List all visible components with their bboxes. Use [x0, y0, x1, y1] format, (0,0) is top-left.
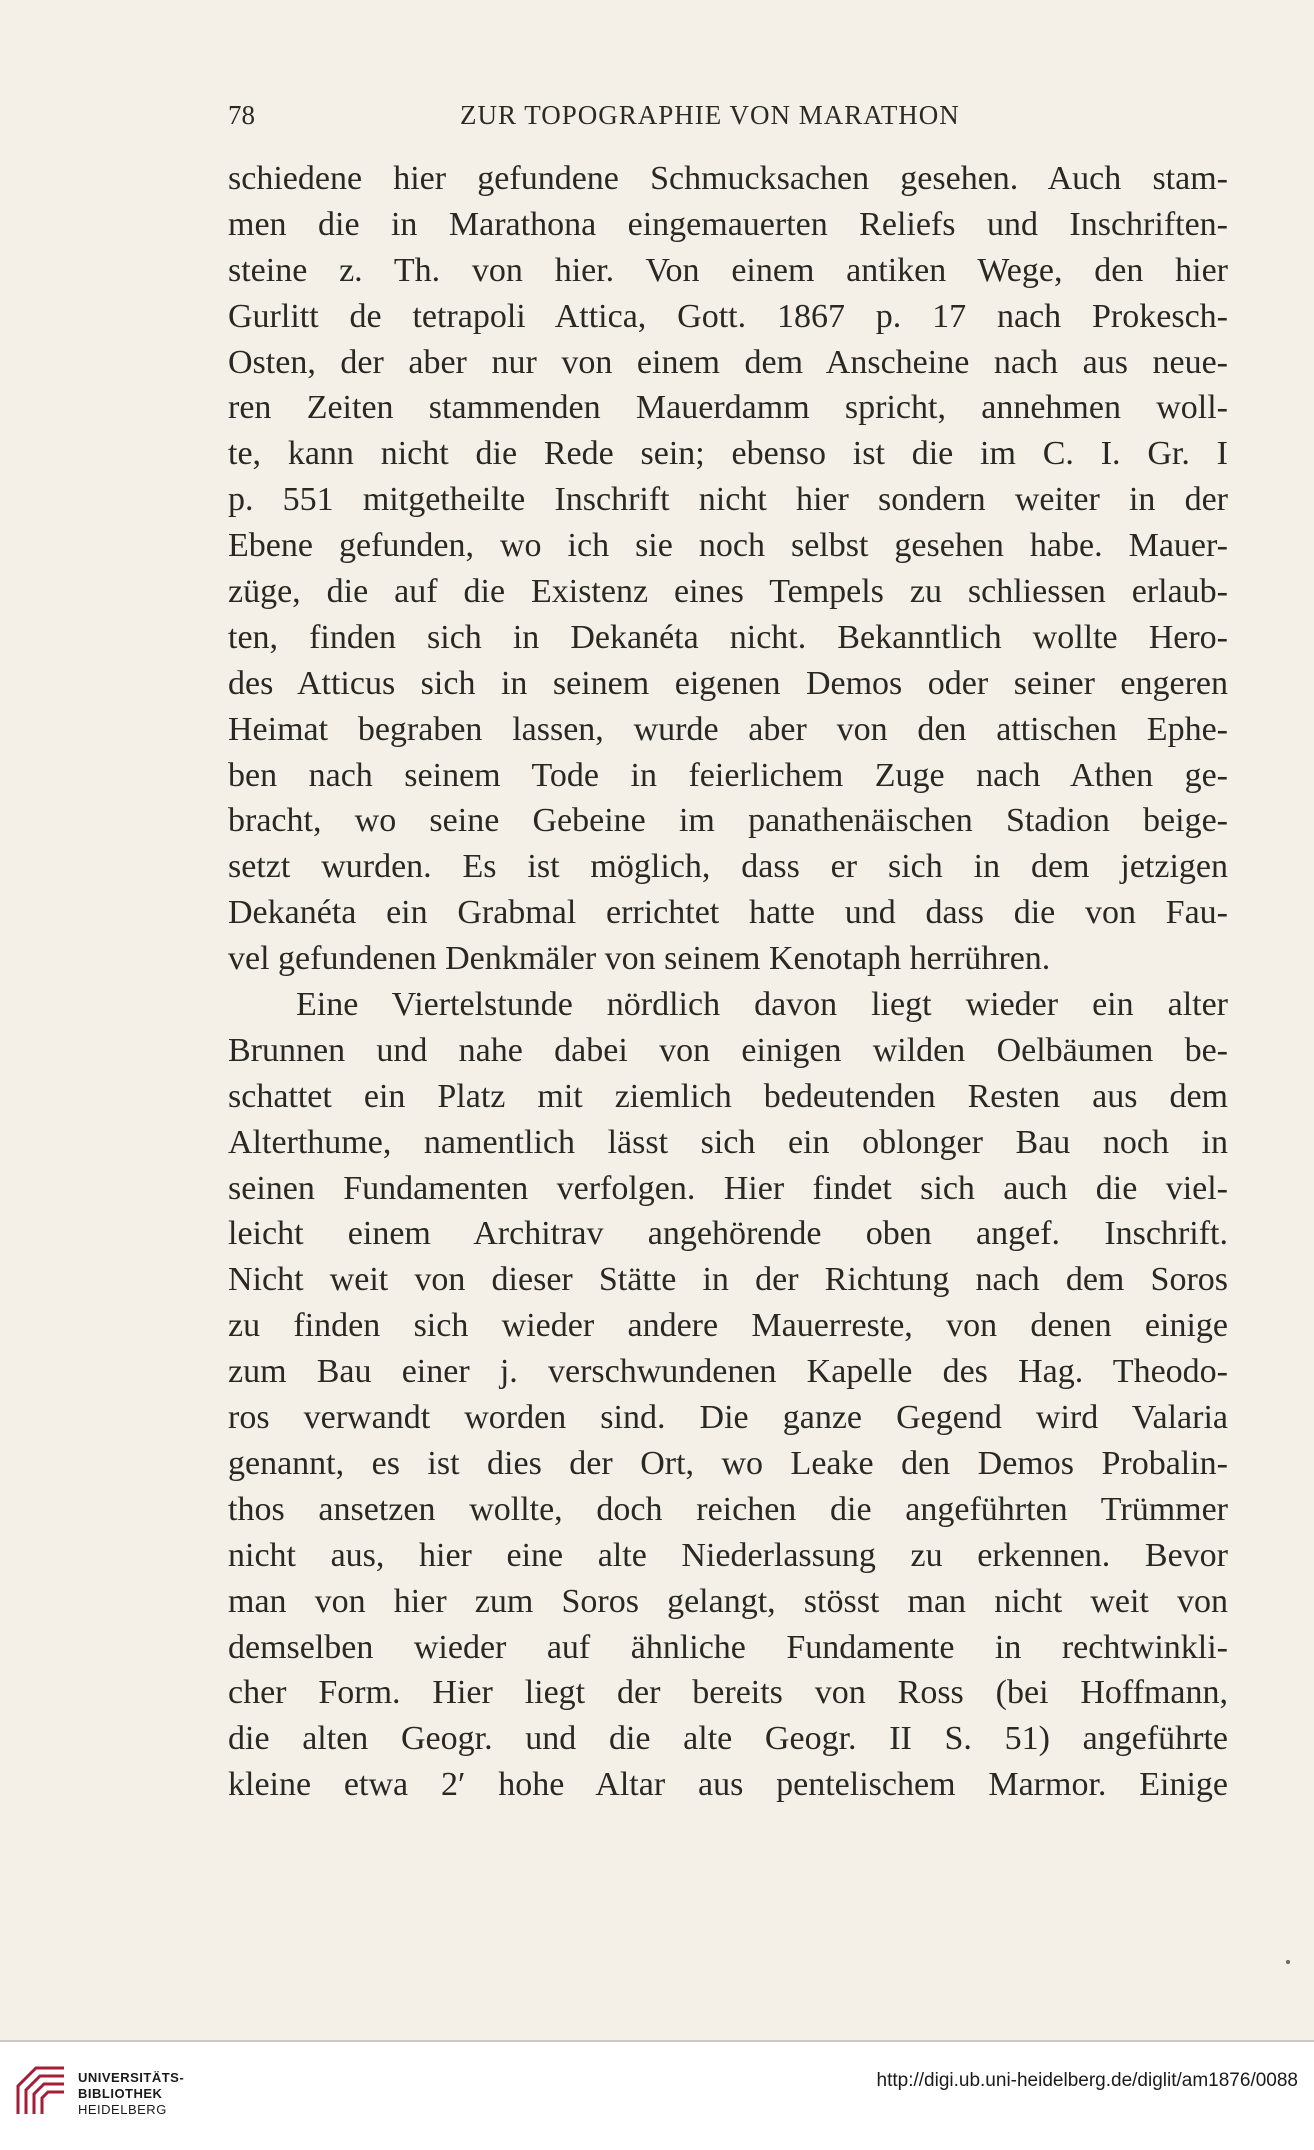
text-line: die alten Geogr. und die alte Geogr. II S. 51) angeführte: [228, 1720, 1228, 1758]
text-line: Ebene gefunden, wo ich sie noch selbst gesehen habe. Mauer-: [228, 527, 1228, 565]
text-line: bracht, wo seine Gebeine im panathenäischen Stadion beige-: [228, 802, 1228, 840]
text-line: thos ansetzen wollte, doch reichen die angeführten Trümmer: [228, 1490, 1228, 1528]
library-name-line: HEIDELBERG: [78, 2102, 167, 2117]
text-line: men die in Marathona eingemauerten Reliefs und Inschriften-: [228, 205, 1228, 243]
text-line: nicht aus, hier eine alte Niederlassung zu erkennen. Bevor: [228, 1536, 1228, 1574]
text-line: te, kann nicht die Rede sein; ebenso ist die im C. I. Gr. I: [228, 435, 1228, 473]
library-name-line: UNIVERSITÄTS-: [78, 2070, 185, 2085]
text-line: Nicht weit von dieser Stätte in der Richtung nach dem Soros: [228, 1261, 1228, 1299]
text-line: Heimat begraben lassen, wurde aber von den attischen Ephe-: [228, 710, 1228, 748]
text-line: setzt wurden. Es ist möglich, dass er sich in dem jetzigen: [228, 848, 1228, 886]
source-url-link[interactable]: http://digi.ub.uni-heidelberg.de/diglit/am1876/0088: [876, 2070, 1298, 2091]
text-line: leicht einem Architrav angehörende oben angef. Inschrift.: [228, 1215, 1228, 1253]
text-line: Dekanéta ein Grabmal errichtet hatte und dass die von Fau-: [228, 894, 1228, 932]
text-line: zu finden sich wieder andere Mauerreste, von denen einige: [228, 1307, 1228, 1345]
text-line: ten, finden sich in Dekanéta nicht. Bekanntlich wollte Hero-: [228, 618, 1228, 656]
text-line: ren Zeiten stammenden Mauerdamm spricht, annehmen woll-: [228, 389, 1228, 427]
text-line: steine z. Th. von hier. Von einem antiken Wege, den hier: [228, 251, 1228, 289]
text-line: cher Form. Hier liegt der bereits von Ross (bei Hoffmann,: [228, 1674, 1228, 1712]
text-line: genannt, es ist dies der Ort, wo Leake den Demos Probalin-: [228, 1444, 1228, 1482]
body-text: [228, 156, 1228, 1808]
text-line: schiedene hier gefundene Schmucksachen gesehen. Auch stam-: [228, 160, 1228, 197]
text-line: züge, die auf die Existenz eines Tempels zu schliessen erlaub-: [228, 573, 1228, 611]
running-title: ZUR TOPOGRAPHIE VON MARATHON: [460, 100, 960, 130]
text-line: ros verwandt worden sind. Die ganze Gegend wird Valaria: [228, 1399, 1228, 1437]
text-line: Brunnen und nahe dabei von einigen wilden Oelbäumen be-: [228, 1031, 1228, 1069]
text-line: demselben wieder auf ähnliche Fundamente in rechtwinkli-: [228, 1628, 1228, 1666]
text-line: kleine etwa 2′ hohe Altar aus pentelischem Marmor. Einige: [228, 1766, 1228, 1804]
text-line: Osten, der aber nur von einem dem Anscheine nach aus neue-: [228, 343, 1228, 381]
library-name: [78, 2070, 184, 2118]
text-line: man von hier zum Soros gelangt, stösst man nicht weit von: [228, 1582, 1228, 1620]
text-line-paragraph-start: Eine Viertelstunde nördlich davon liegt wieder ein alter: [296, 986, 1228, 1024]
text-line: des Atticus sich in seinem eigenen Demos oder seiner engeren: [228, 664, 1228, 702]
text-line: seinen Fundamenten verfolgen. Hier findet sich auch die viel-: [228, 1169, 1228, 1207]
text-line: Alterthume, namentlich lässt sich ein oblonger Bau noch in: [228, 1123, 1228, 1161]
page-number: 78: [228, 100, 255, 130]
margin-speck: [1286, 1960, 1290, 1964]
library-name-line: BIBLIOTHEK: [78, 2086, 163, 2101]
text-line: ben nach seinem Tode in feierlichem Zuge nach Athen ge-: [228, 756, 1228, 794]
text-line: zum Bau einer j. verschwundenen Kapelle des Hag. Theodo-: [228, 1353, 1228, 1391]
heidelberg-library-logo-icon: [14, 2064, 68, 2118]
text-line: p. 551 mitgetheilte Inschrift nicht hier sondern weiter in der: [228, 481, 1228, 519]
text-line-paragraph-end: vel gefundenen Denkmäler von seinem Kenotaph herrühren.: [228, 940, 1051, 978]
page-header: [228, 100, 1228, 140]
text-line: schattet ein Platz mit ziemlich bedeutenden Resten aus dem: [228, 1077, 1228, 1115]
footer-bar: [0, 2040, 1314, 2150]
text-line: Gurlitt de tetrapoli Attica, Gott. 1867 p. 17 nach Prokesch-: [228, 297, 1228, 335]
